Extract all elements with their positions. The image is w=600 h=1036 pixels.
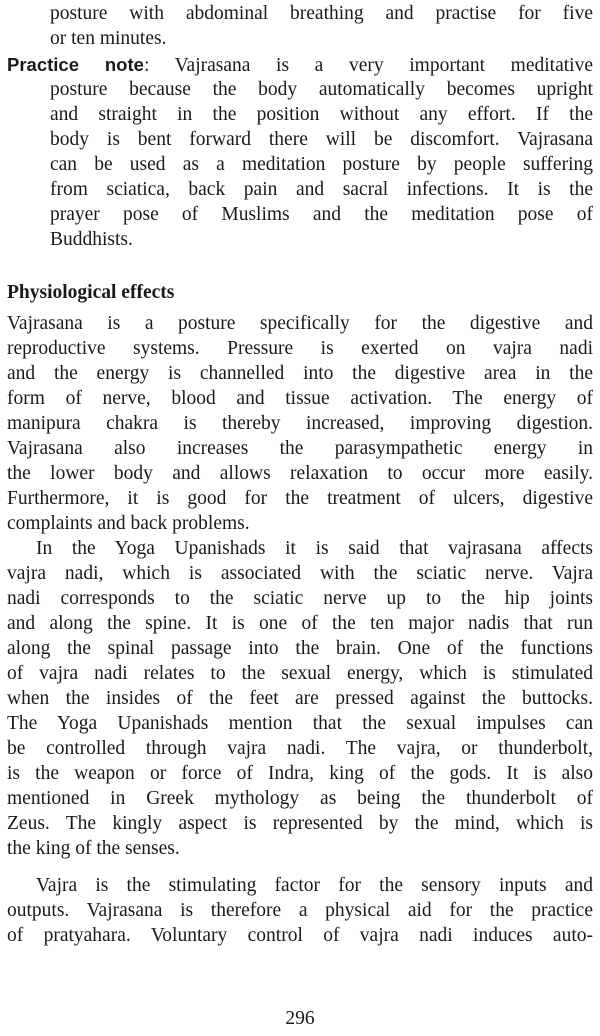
- text-line: posture because the body automatically becomes upright: [50, 79, 593, 100]
- text-line: vajra nadi, which is associated with the sciatic nerve. Vajra: [7, 563, 593, 584]
- text-line: Furthermore, it is good for the treatment of ulcers, digestive: [7, 488, 593, 509]
- text-line: or ten minutes.: [50, 28, 167, 49]
- text-line: be controlled through vajra nadi. The vajra, or thunderbolt,: [7, 738, 593, 759]
- text-line: nadi corresponds to the sciatic nerve up to the hip joints: [7, 588, 593, 609]
- text-line: posture with abdominal breathing and practise for five: [50, 3, 593, 24]
- text-line: Vajrasana is a posture specifically for the digestive and: [7, 313, 593, 334]
- practice-note-text: : Vajrasana is a very important meditative: [143, 55, 593, 76]
- practice-note-line: [7, 53, 593, 78]
- text-line: Zeus. The kingly aspect is represented by the mind, which is: [7, 813, 593, 834]
- text-line: Buddhists.: [50, 229, 133, 250]
- text-line: Vajrasana also increases the parasympathetic energy in: [7, 438, 593, 459]
- text-line: and straight in the position without any effort. If the: [50, 104, 593, 125]
- text-line: of vajra nadi relates to the sexual energy, which is stimulated: [7, 663, 593, 684]
- text-line: reproductive systems. Pressure is exerted on vajra nadi: [7, 338, 593, 359]
- text-line: the lower body and allows relaxation to occur more easily.: [7, 463, 593, 484]
- text-line: the king of the senses.: [7, 838, 180, 859]
- practice-note-label: Practice note: [7, 54, 144, 75]
- text-line: and along the spine. It is one of the ten major nadis that run: [7, 613, 593, 634]
- page-number: 296: [285, 1008, 315, 1029]
- text-line: The Yoga Upanishads mention that the sexual impulses can: [7, 713, 593, 734]
- text-line: mentioned in Greek mythology as being the thunderbolt of: [7, 788, 593, 809]
- text-line: manipura chakra is thereby increased, improving digestion.: [7, 413, 593, 434]
- text-line: complaints and back problems.: [7, 513, 250, 534]
- text-line: Vajra is the stimulating factor for the sensory inputs and: [36, 875, 593, 896]
- text-line: and the energy is channelled into the digestive area in the: [7, 363, 593, 384]
- text-line: form of nerve, blood and tissue activation. The energy of: [7, 388, 593, 409]
- text-line: of pratyahara. Voluntary control of vajra nadi induces auto-: [7, 925, 593, 946]
- text-line: is the weapon or force of Indra, king of the gods. It is also: [7, 763, 593, 784]
- text-line: along the spinal passage into the brain. One of the functions: [7, 638, 593, 659]
- text-line: outputs. Vajrasana is therefore a physical aid for the practice: [7, 900, 593, 921]
- text-line: body is bent forward there will be discomfort. Vajrasana: [50, 129, 593, 150]
- text-line: In the Yoga Upanishads it is said that vajrasana affects: [36, 538, 593, 559]
- text-line: when the insides of the feet are pressed against the buttocks.: [7, 688, 593, 709]
- section-heading: Physiological effects: [7, 282, 175, 303]
- text-line: can be used as a meditation posture by people suffering: [50, 154, 593, 175]
- text-line: prayer pose of Muslims and the meditation pose of: [50, 204, 593, 225]
- text-line: from sciatica, back pain and sacral infections. It is the: [50, 179, 593, 200]
